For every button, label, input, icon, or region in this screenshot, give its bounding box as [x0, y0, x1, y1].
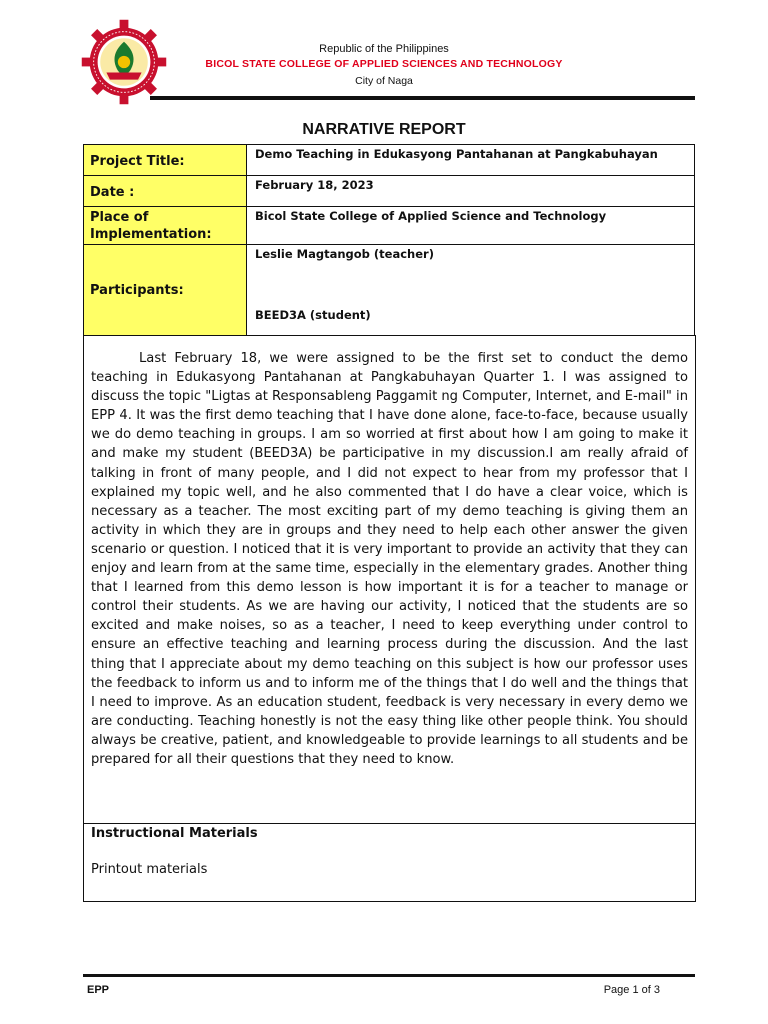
place-value: Bicol State College of Applied Science and Technology [255, 209, 607, 223]
header-divider [150, 96, 695, 100]
header-republic: Republic of the Philippines [319, 43, 449, 55]
participants-label-cell [84, 245, 247, 336]
project-title-label-cell [84, 145, 247, 176]
project-info-table [83, 144, 695, 336]
project-title-value: Demo Teaching in Edukasyong Pantahanan at Pangkabuhayan [255, 147, 658, 161]
materials-value: Printout materials [91, 862, 208, 877]
header-city: City of Naga [355, 75, 413, 87]
header-college-name: BICOL STATE COLLEGE OF APPLIED SCIENCES AND TECHNOLOGY [205, 58, 563, 70]
participant-teacher: Leslie Magtangob (teacher) [255, 247, 434, 261]
date-label-cell [84, 176, 247, 207]
footer-divider [83, 974, 695, 977]
footer-subject: EPP [87, 984, 110, 996]
materials-heading: Instructional Materials [91, 826, 258, 841]
narrative-box [83, 335, 696, 824]
date-label: Date : [90, 185, 135, 200]
table-row [84, 207, 695, 245]
narrative-text: Last February 18, we were assigned to be the first set to conduct the demo teaching in Edukasyong Pantahanan at Pangkabuhayan Quarter 1. I was assigned to discuss the topic "Ligtas at Responsableng Paggamit ng Computer, Internet, and E-mail" in EPP 4. It was the first demo teaching that I have done alone, face-to-face, because usually we do demo teaching in groups. I am so worried at first about how I am going to make it and make my student (BEED3A) be participative in my discussion.I am really afraid of talking in front of many people, and I did not expect to hear from my professor that I explained my topic well, and he also commented that I do have a clear voice, which is necessary as a teacher. The most exciting part of my demo teaching is giving them an activity in which they are in groups and they need to help each other answer the given scenario or question. I noticed that it is very important to provide an activity that they can enjoy and learn from at the same time, especially in the elementary grades. Another thing that I learned from this demo lesson is how important it is for a teacher to manage or control their students. As we are having our activity, I noticed that the students are so excited and make noises, so as a teacher, I need to keep everything under control to ensure an effective teaching and learning process during the discussion. And the last thing that I appreciate about my demo teaching on this subject is how our professor uses the feedback to inform us and to inform me of the things that I do well and the things that I need to improve. As an education student, feedback is very necessary in every demo we are conducting. Teaching honestly is not the easy thing like other people think. You should always be creative, patient, and knowledgeable to provide learnings to all students and be prepared for all their questions that they need to know. [91, 351, 688, 767]
place-label-cell [84, 207, 247, 245]
table-row [84, 145, 695, 176]
table-row [84, 245, 695, 336]
report-title: NARRATIVE REPORT [302, 121, 466, 138]
participants-label: Participants: [90, 282, 184, 298]
date-value: February 18, 2023 [255, 178, 374, 192]
date-value-cell [247, 176, 695, 207]
table-row [84, 176, 695, 207]
materials-box [83, 823, 696, 902]
place-value-cell [247, 207, 695, 245]
project-title-label: Project Title: [90, 154, 185, 169]
project-title-value-cell [247, 145, 695, 176]
place-label: Place of Implementation: [90, 210, 212, 242]
footer-page-number: Page 1 of 3 [603, 984, 660, 996]
participants-value-cell [247, 245, 695, 336]
participant-student: BEED3A (student) [255, 308, 371, 322]
